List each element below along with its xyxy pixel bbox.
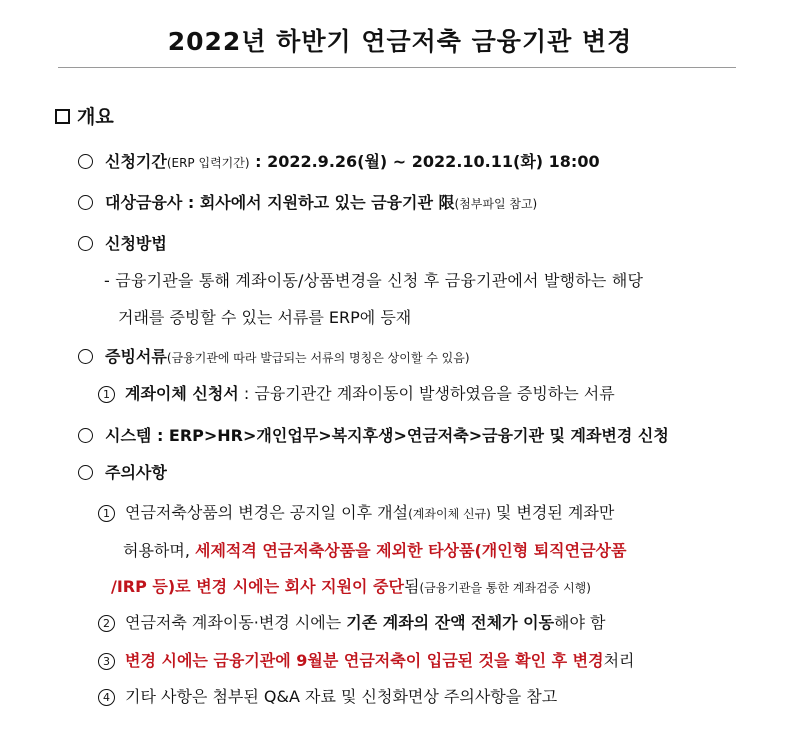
item-system <box>78 425 669 447</box>
circle-bullet-icon <box>78 349 93 364</box>
caution-1-note: (계좌이체 신규) <box>408 507 491 521</box>
circled-number: 3 <box>98 653 115 670</box>
system-label: 시스템 : ERP>HR>개인업무>복지후생>연금저축>금융기관 및 계좌변경 신청 <box>105 426 669 445</box>
title-divider <box>58 67 736 68</box>
item-evidence <box>78 346 470 369</box>
method-label: 신청방법 <box>105 234 167 253</box>
caution-3-highlight: 변경 시에는 금융기관에 9월분 연금저축이 입금된 것을 확인 후 변경 <box>125 651 604 670</box>
caution-2-emphasis: 기존 계좌의 잔액 전체가 이동 <box>346 613 555 632</box>
evidence-note: (금융기관에 따라 발급되는 서류의 명칭은 상이할 수 있음) <box>166 351 470 365</box>
square-bullet-icon <box>55 109 70 124</box>
caution-point-1-line-2 <box>123 540 626 562</box>
caution-2-text-tail: 해야 함 <box>554 613 606 632</box>
caution-1-line3-note: (금융기관을 통한 계좌검증 시행) <box>419 581 591 595</box>
evidence-sub-desc: : 금융기관간 계좌이동이 발생하였음을 증빙하는 서류 <box>238 384 615 403</box>
caution-point-1-line-1 <box>98 502 614 525</box>
section-heading-label: 개요 <box>77 106 114 128</box>
page-title: 2022년 하반기 연금저축 금융기관 변경 <box>167 27 633 56</box>
caution-1-line2-text: 허용하며, <box>123 541 195 560</box>
caution-1-text-tail: 및 변경된 계좌만 <box>490 503 615 522</box>
circled-number: 1 <box>98 386 115 403</box>
item-method <box>78 233 167 255</box>
item-period <box>78 151 600 174</box>
target-note: (첨부파일 참고) <box>454 197 538 211</box>
caution-point-2 <box>98 612 606 634</box>
caution-1-line3-text: 됨 <box>403 577 420 596</box>
method-desc-line-2: 거래를 증빙할 수 있는 서류를 ERP에 등재 <box>118 308 412 327</box>
circled-number: 4 <box>98 689 115 706</box>
caution-1-text: 연금저축상품의 변경은 공지일 이후 개설 <box>125 503 409 522</box>
caution-label: 주의사항 <box>105 463 167 482</box>
evidence-label: 증빙서류 <box>105 347 167 366</box>
section-heading <box>55 106 114 128</box>
caution-4-text: 기타 사항은 첨부된 Q&A 자료 및 신청화면상 주의사항을 참고 <box>125 687 558 706</box>
caution-point-1-line-3 <box>111 576 591 599</box>
circle-bullet-icon <box>78 465 93 480</box>
item-target <box>78 192 537 215</box>
circle-bullet-icon <box>78 154 93 169</box>
circle-bullet-icon <box>78 428 93 443</box>
period-value: : 2022.9.26(월) ~ 2022.10.11(화) 18:00 <box>249 152 600 171</box>
circle-bullet-icon <box>78 195 93 210</box>
circled-number: 2 <box>98 615 115 632</box>
circled-number: 1 <box>98 505 115 522</box>
circle-bullet-icon <box>78 236 93 251</box>
evidence-sub-label: 계좌이체 신청서 <box>125 384 239 403</box>
caution-point-3 <box>98 650 635 672</box>
caution-1-line2-highlight: 세제적격 연금저축상품을 제외한 타상품(개인형 퇴직연금상품 <box>195 541 627 560</box>
target-label: 대상금융사 : 회사에서 지원하고 있는 금융기관 限 <box>105 193 455 212</box>
method-desc-line-1: - 금융기관을 통해 계좌이동/상품변경을 신청 후 금융기관에서 발행하는 해당 <box>104 271 644 290</box>
period-label: 신청기간 <box>105 152 167 171</box>
item-caution <box>78 462 167 484</box>
caution-point-4 <box>98 686 557 708</box>
evidence-sub-item <box>98 383 615 405</box>
caution-3-text-tail: 처리 <box>603 651 635 670</box>
period-note: (ERP 입력기간) <box>166 156 250 170</box>
caution-1-line3-highlight: /IRP 등)로 변경 시에는 회사 지원이 중단 <box>111 577 404 596</box>
caution-2-text: 연금저축 계좌이동·변경 시에는 <box>125 613 347 632</box>
